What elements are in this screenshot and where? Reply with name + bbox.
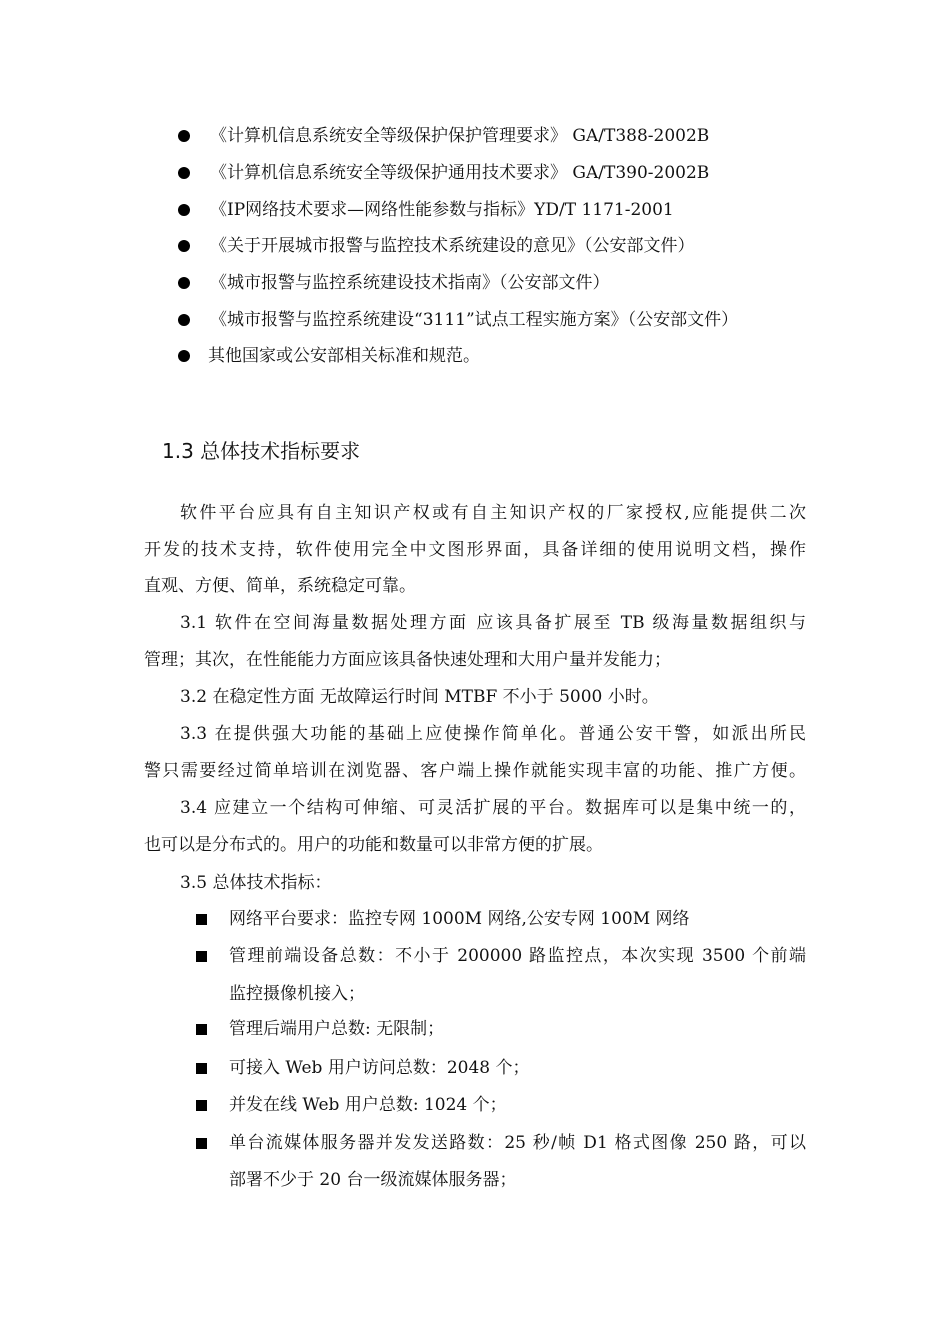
bullet-dot-icon <box>178 130 190 142</box>
reference-text: 其他国家或公安部相关标准和规范。 <box>208 346 480 366</box>
bullet-dot-icon <box>178 277 190 289</box>
paragraph-line: 3.5 总体技术指标： <box>180 873 332 893</box>
section-heading: 1.3 总体技术指标要求 <box>162 439 361 463</box>
square-bullet-icon <box>196 914 207 925</box>
reference-text: 《计算机信息系统安全等级保护通用技术要求》 GA/T390-2002B <box>210 163 710 183</box>
indicator-text: 网络平台要求：监控专网 1000M 网络,公安专网 100M 网络 <box>229 909 690 929</box>
indicator-text: 可接入 Web 用户访问总数：2048 个； <box>229 1058 530 1078</box>
bullet-dot-icon <box>178 314 190 326</box>
reference-text: 《城市报警与监控系统建设“3111”试点工程实施方案》（公安部文件） <box>210 310 739 330</box>
indicator-text: 监控摄像机接入； <box>229 984 365 1004</box>
bullet-dot-icon <box>178 240 190 252</box>
indicator-text: 管理后端用户总数: 无限制； <box>229 1019 445 1039</box>
paragraph-line: 管理；其次，在性能能力方面应该具备快速处理和大用户量并发能力； <box>144 650 671 670</box>
square-bullet-icon <box>196 1063 207 1074</box>
bullet-dot-icon <box>178 204 190 216</box>
bullet-dot-icon <box>178 350 190 362</box>
indicator-text: 部署不少于 20 台一级流媒体服务器； <box>229 1170 517 1190</box>
paragraph-line: 也可以是分布式的。用户的功能和数量可以非常方便的扩展。 <box>144 835 603 855</box>
bullet-dot-icon <box>178 167 190 179</box>
paragraph-line: 直观、方便、简单，系统稳定可靠。 <box>144 576 416 596</box>
reference-text: 《计算机信息系统安全等级保护保护管理要求》 GA/T388-2002B <box>210 126 710 146</box>
reference-text: 《IP网络技术要求—网络性能参数与指标》YD/T 1171-2001 <box>210 200 674 220</box>
paragraph-line: 软件平台应具有自主知识产权或有自主知识产权的厂家授权,应能提供二次 <box>180 503 806 523</box>
indicator-text: 单台流媒体服务器并发发送路数：25 秒/帧 D1 格式图像 250 路，可以 <box>229 1133 806 1153</box>
paragraph-line: 3.3 在提供强大功能的基础上应使操作简单化。普通公安干警，如派出所民 <box>180 724 806 744</box>
indicator-text: 并发在线 Web 用户总数: 1024 个； <box>229 1095 507 1115</box>
reference-text: 《城市报警与监控系统建设技术指南》（公安部文件） <box>210 273 610 293</box>
indicator-text: 管理前端设备总数：不小于 200000 路监控点，本次实现 3500 个前端 <box>229 946 806 966</box>
paragraph-line: 3.1 软件在空间海量数据处理方面 应该具备扩展至 TB 级海量数据组织与 <box>180 613 806 633</box>
reference-text: 《关于开展城市报警与监控技术系统建设的意见》（公安部文件） <box>210 236 695 256</box>
paragraph-line: 3.2 在稳定性方面 无故障运行时间 MTBF 不小于 5000 小时。 <box>180 687 659 707</box>
square-bullet-icon <box>196 1138 207 1149</box>
square-bullet-icon <box>196 1100 207 1111</box>
square-bullet-icon <box>196 1024 207 1035</box>
paragraph-line: 警只需要经过简单培训在浏览器、客户端上操作就能实现丰富的功能、推广方便。 <box>144 761 806 781</box>
square-bullet-icon <box>196 951 207 962</box>
paragraph-line: 开发的技术支持，软件使用完全中文图形界面，具备详细的使用说明文档，操作 <box>144 540 806 560</box>
paragraph-line: 3.4 应建立一个结构可伸缩、可灵活扩展的平台。数据库可以是集中统一的， <box>180 798 806 818</box>
